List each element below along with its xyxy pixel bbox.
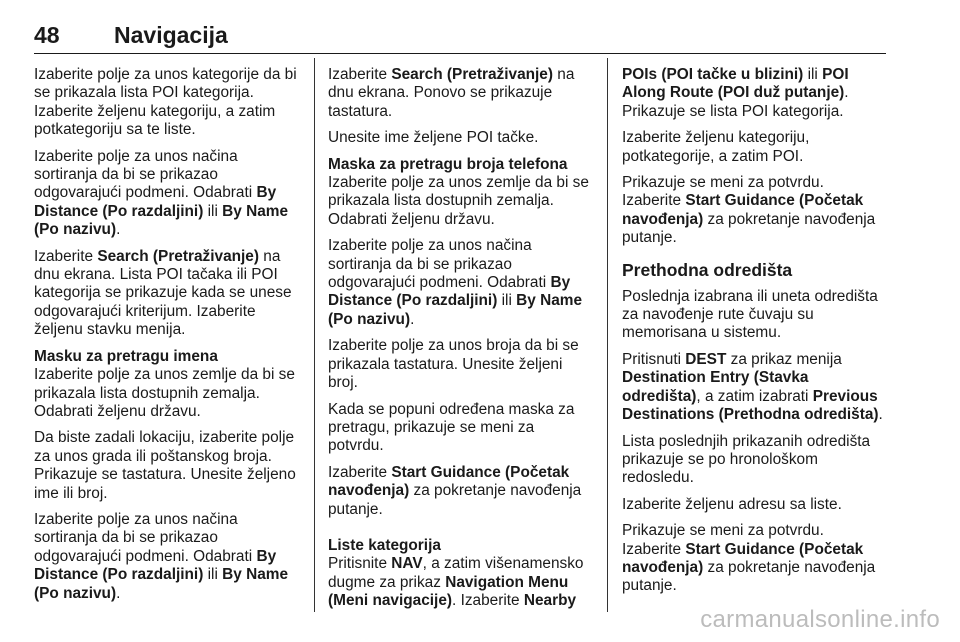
paragraph: Kada se popuni određena maska za pretragu, prikazuje se meni za potvrdu.	[328, 400, 575, 455]
column-3	[622, 66, 890, 604]
subheading: Masku za pretragu imena	[34, 347, 218, 365]
paragraph: Izaberite polje za unos načina sortiranja da bi se prikazao odgovarajući podmeni. Odabrati By Distance (Po razdaljini) ili By Name (Po nazivu).	[34, 510, 289, 602]
paragraph: Izaberite Start Guidance (Početak navođenja) za pokretanje navođenja putanje.	[328, 463, 582, 518]
page-header	[34, 22, 886, 54]
paragraph: Izaberite polje za unos broja da bi se prikazala tastatura. Unesite željeni broj.	[328, 337, 579, 392]
chapter-title: Navigacija	[114, 22, 228, 48]
subheading: Maska za pretragu broja telefona	[328, 155, 568, 173]
paragraph: Izaberite Start Guidance (Početak navođenja) za pokretanje navođenja putanje.	[622, 540, 876, 595]
section-heading: Prethodna odredišta	[622, 259, 793, 280]
paragraph: Izaberite polje za unos zemlje da bi se prikazala lista dostupnih zemalja. Odabrati željenu državu.	[328, 174, 589, 228]
paragraph: Izaberite polje za unos zemlje da bi se prikazala lista dostupnih zemalja. Odabrati željenu državu.	[34, 366, 295, 420]
paragraph: Izaberite željenu adresu sa liste.	[622, 495, 842, 513]
paragraph: Izaberite polje za unos načina sortiranja da bi se prikazao odgovarajući podmeni. Odabrati By Distance (Po razdaljini) ili By Name (Po nazivu).	[328, 237, 583, 328]
column-divider	[607, 58, 608, 612]
page-number: 48	[34, 22, 60, 48]
paragraph: Izaberite Search (Pretraživanje) na dnu ekrana. Lista POI tačaka ili POI kategorija se prikazuje kada se unese odgovarajući kriterijum. Izaberite željenu stavku menija.	[34, 247, 292, 339]
paragraph: Lista poslednjih prikazanih odredišta prikazuje se po hronološkom redosledu.	[622, 432, 871, 487]
watermark: carmanualsonline.info	[700, 606, 940, 633]
paragraph: Da biste zadali lokaciju, izaberite polje za unos grada ili poštanskog broja. Prikazuje se tastatura. Unesite željeno ime ili broj.	[34, 429, 296, 502]
paragraph: Izaberite Start Guidance (Početak navođenja) za pokretanje navođenja putanje.	[622, 192, 876, 247]
paragraph: Poslednja izabrana ili uneta odredišta za navođenje rute čuvaju su memorisana u sistemu.	[622, 287, 878, 342]
paragraph: Unesite ime željene POI tačke.	[328, 129, 539, 147]
paragraph: Izaberite željenu kategoriju, potkategorije, a zatim POI.	[622, 129, 810, 165]
paragraph: Pritisnite NAV, a zatim višenamensko dugme za prikaz Navigation Menu (Meni navigacije). Izaberite Nearby	[328, 555, 584, 610]
column-2	[328, 66, 594, 619]
paragraph: Prikazuje se meni za potvrdu.	[622, 174, 824, 192]
paragraph: Izaberite Search (Pretraživanje) na dnu ekrana. Ponovo se prikazuje tastatura.	[328, 66, 575, 120]
paragraph: Prikazuje se meni za potvrdu.	[622, 522, 824, 540]
paragraph: POIs (POI tačke u blizini) ili POI Along Route (POI duž putanje). Prikazuje se lista POI kategorija.	[622, 66, 849, 120]
column-1	[34, 66, 302, 611]
subheading: Liste kategorija	[328, 536, 441, 554]
paragraph: Pritisnuti DEST za prikaz menija Destination Entry (Stavka odredišta), a zatim izabrati Previous Destinations (Prethodna odredišta).	[622, 350, 883, 424]
paragraph: Izaberite polje za unos načina sortiranja da bi se prikazao odgovarajući podmeni. Odabrati By Distance (Po razdaljini) ili By Name (Po nazivu).	[34, 147, 289, 239]
paragraph: Izaberite polje za unos kategorije da bi se prikazala lista POI kategorija. Izaberite željenu kategoriju, a zatim potkategoriju sa te liste.	[34, 66, 297, 139]
column-divider	[314, 58, 315, 612]
